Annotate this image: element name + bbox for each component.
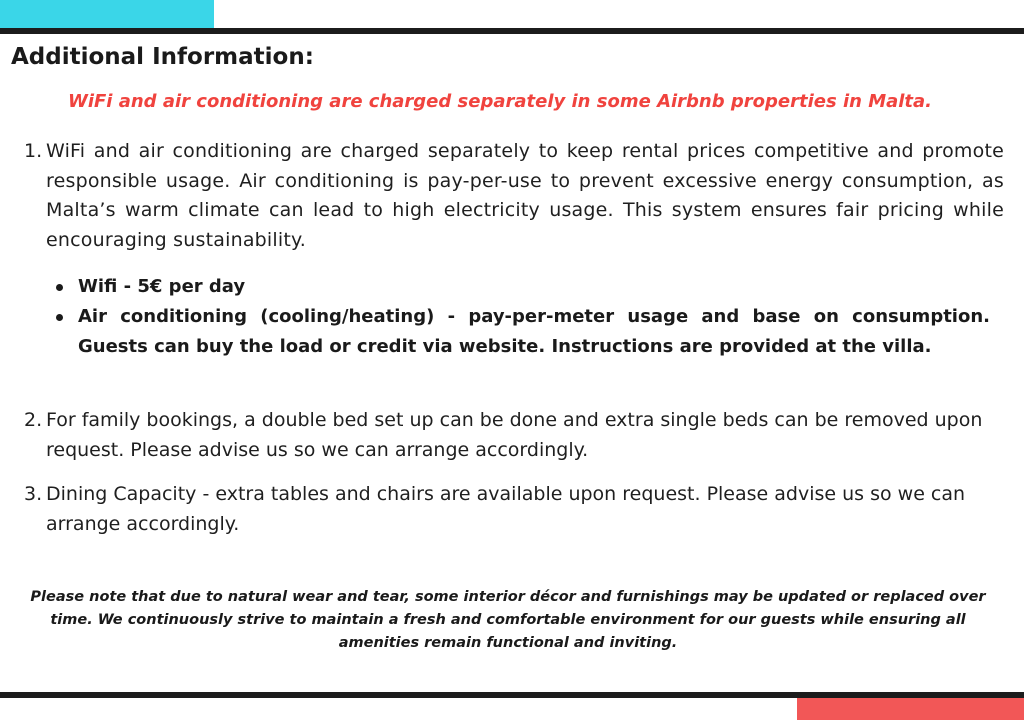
bullet-icon [56, 284, 63, 291]
bullet-icon [56, 314, 63, 321]
item-text: Dining Capacity - extra tables and chairs are available upon request. Please advise us so we can arrange accordingly. [46, 483, 966, 535]
list-item [54, 302, 990, 362]
top-divider [0, 28, 1024, 34]
info-item-3 [24, 480, 1004, 539]
bottom-accent-bar [797, 698, 1024, 720]
item-number: 2. [24, 409, 43, 431]
info-item-2 [24, 406, 1004, 465]
bullet-text: Wifi - 5€ per day [78, 276, 246, 297]
item-number: 1. [24, 140, 43, 162]
page-title: Additional Information: [11, 44, 314, 70]
info-item-1 [24, 137, 1004, 255]
top-accent-bar [0, 0, 214, 28]
bullet-text: Air conditioning (cooling/heating) - pay-per-meter usage and base on consumption. Guests can buy the load or credit via website. Instructions are provided at the villa. [78, 306, 990, 357]
charges-list [54, 272, 990, 362]
item-text: WiFi and air conditioning are charged separately to keep rental prices competitive and promote responsible usage. Air conditioning is pay-per-use to prevent excessive energy consumption, as Malta’s warm climate can lead to high electricity usage. This system ensures fair pricing while encouraging sustainability. [46, 140, 1004, 251]
subtitle-notice: WiFi and air conditioning are charged separately in some Airbnb properties in Malta. [67, 91, 933, 112]
item-number: 3. [24, 483, 43, 505]
list-item [54, 272, 990, 302]
footer-note: Please note that due to natural wear and tear, some interior décor and furnishings may be updated or replaced over time. We continuously strive to maintain a fresh and comfortable environment for our guests while ensuring all amenities remain functional and inviting. [30, 589, 986, 651]
item-text: For family bookings, a double bed set up can be done and extra single beds can be removed upon request. Please advise us so we can arrange accordingly. [46, 409, 983, 461]
